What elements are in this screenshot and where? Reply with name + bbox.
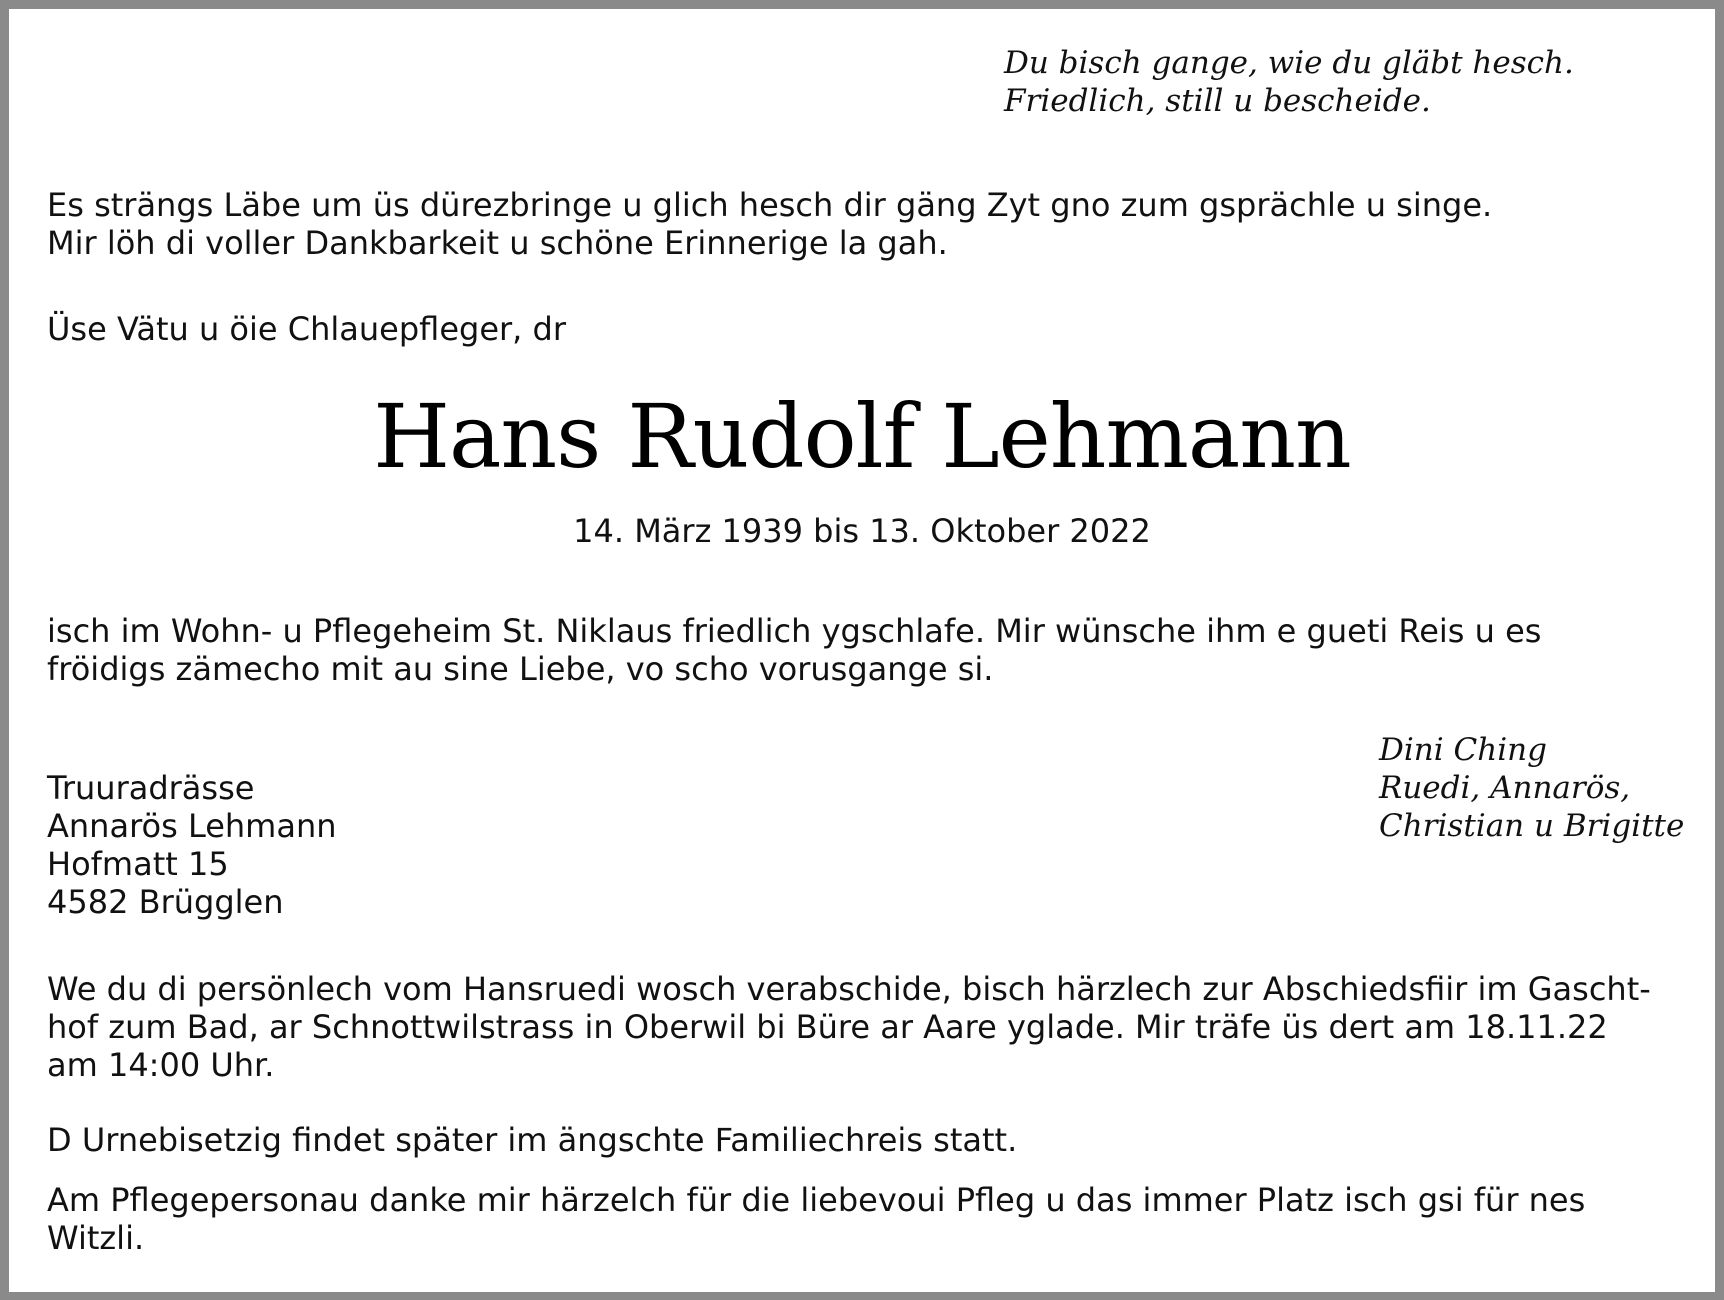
ceremony-line-2: hof zum Bad, ar Schnottwilstrass in Oberwil bi Büre ar Aare yglade. Mir träfe üs dert am 18.11.22 — [47, 1008, 1608, 1046]
ceremony-line-1: We du di persönlech vom Hansruedi wosch verabschide, bisch härzlech zur Abschiedsfiir im Gascht- — [47, 970, 1651, 1008]
address-heading: Truuradrässe — [47, 769, 255, 807]
mourning-address — [47, 769, 337, 921]
deceased-name: Hans Rudolf Lehmann — [373, 385, 1351, 488]
intro-line-1: Es strängs Läbe um üs dürezbringe u glich hesch dir gäng Zyt gno zum gsprächle u singe. — [47, 186, 1493, 224]
mourners-line-1: Dini Ching — [1379, 732, 1547, 768]
thanks-line-1: Am Pflegepersonau danke mir härzelch für die liebevoui Pfleg u das immer Platz isch gsi für nes — [47, 1181, 1586, 1219]
mourners-line-2: Ruedi, Annarös, — [1379, 770, 1631, 806]
motto-line-1: Du bisch gange, wie du gläbt hesch. — [1004, 45, 1574, 81]
life-dates: 14. März 1939 bis 13. Oktober 2022 — [573, 512, 1151, 550]
passing-paragraph — [47, 612, 1687, 688]
ceremony-paragraph — [47, 970, 1679, 1084]
ceremony-line-3: am 14:00 Uhr. — [47, 1046, 275, 1084]
mourners-line-3: Christian u Brigitte — [1379, 808, 1685, 844]
passing-line-1: isch im Wohn- u Pflegeheim St. Niklaus friedlich ygschlafe. Mir wünsche ihm e gueti Reis u es — [47, 612, 1542, 650]
address-street: Hofmatt 15 — [47, 845, 229, 883]
intro-line-2: Mir löh di voller Dankbarkeit u schöne Erinnerige la gah. — [47, 224, 948, 262]
lead-text: Üse Vätu u öie Chlauepfleger, dr — [47, 310, 566, 348]
intro-paragraph — [47, 186, 1547, 262]
thanks-line-2: Witzli. — [47, 1219, 145, 1257]
motto-line-2: Friedlich, still u bescheide. — [1004, 83, 1431, 119]
obituary-page — [9, 9, 1715, 1292]
motto-quote — [1004, 44, 1574, 120]
passing-line-2: fröidigs zämecho mit au sine Liebe, vo scho vorusgange si. — [47, 650, 994, 688]
mourners-signature — [1379, 731, 1684, 845]
address-name: Annarös Lehmann — [47, 807, 337, 845]
address-city: 4582 Brügglen — [47, 883, 284, 921]
urn-burial-note: D Urnebisetzig findet später im ängschte Familiechreis statt. — [47, 1121, 1018, 1159]
thanks-paragraph — [47, 1181, 1679, 1257]
